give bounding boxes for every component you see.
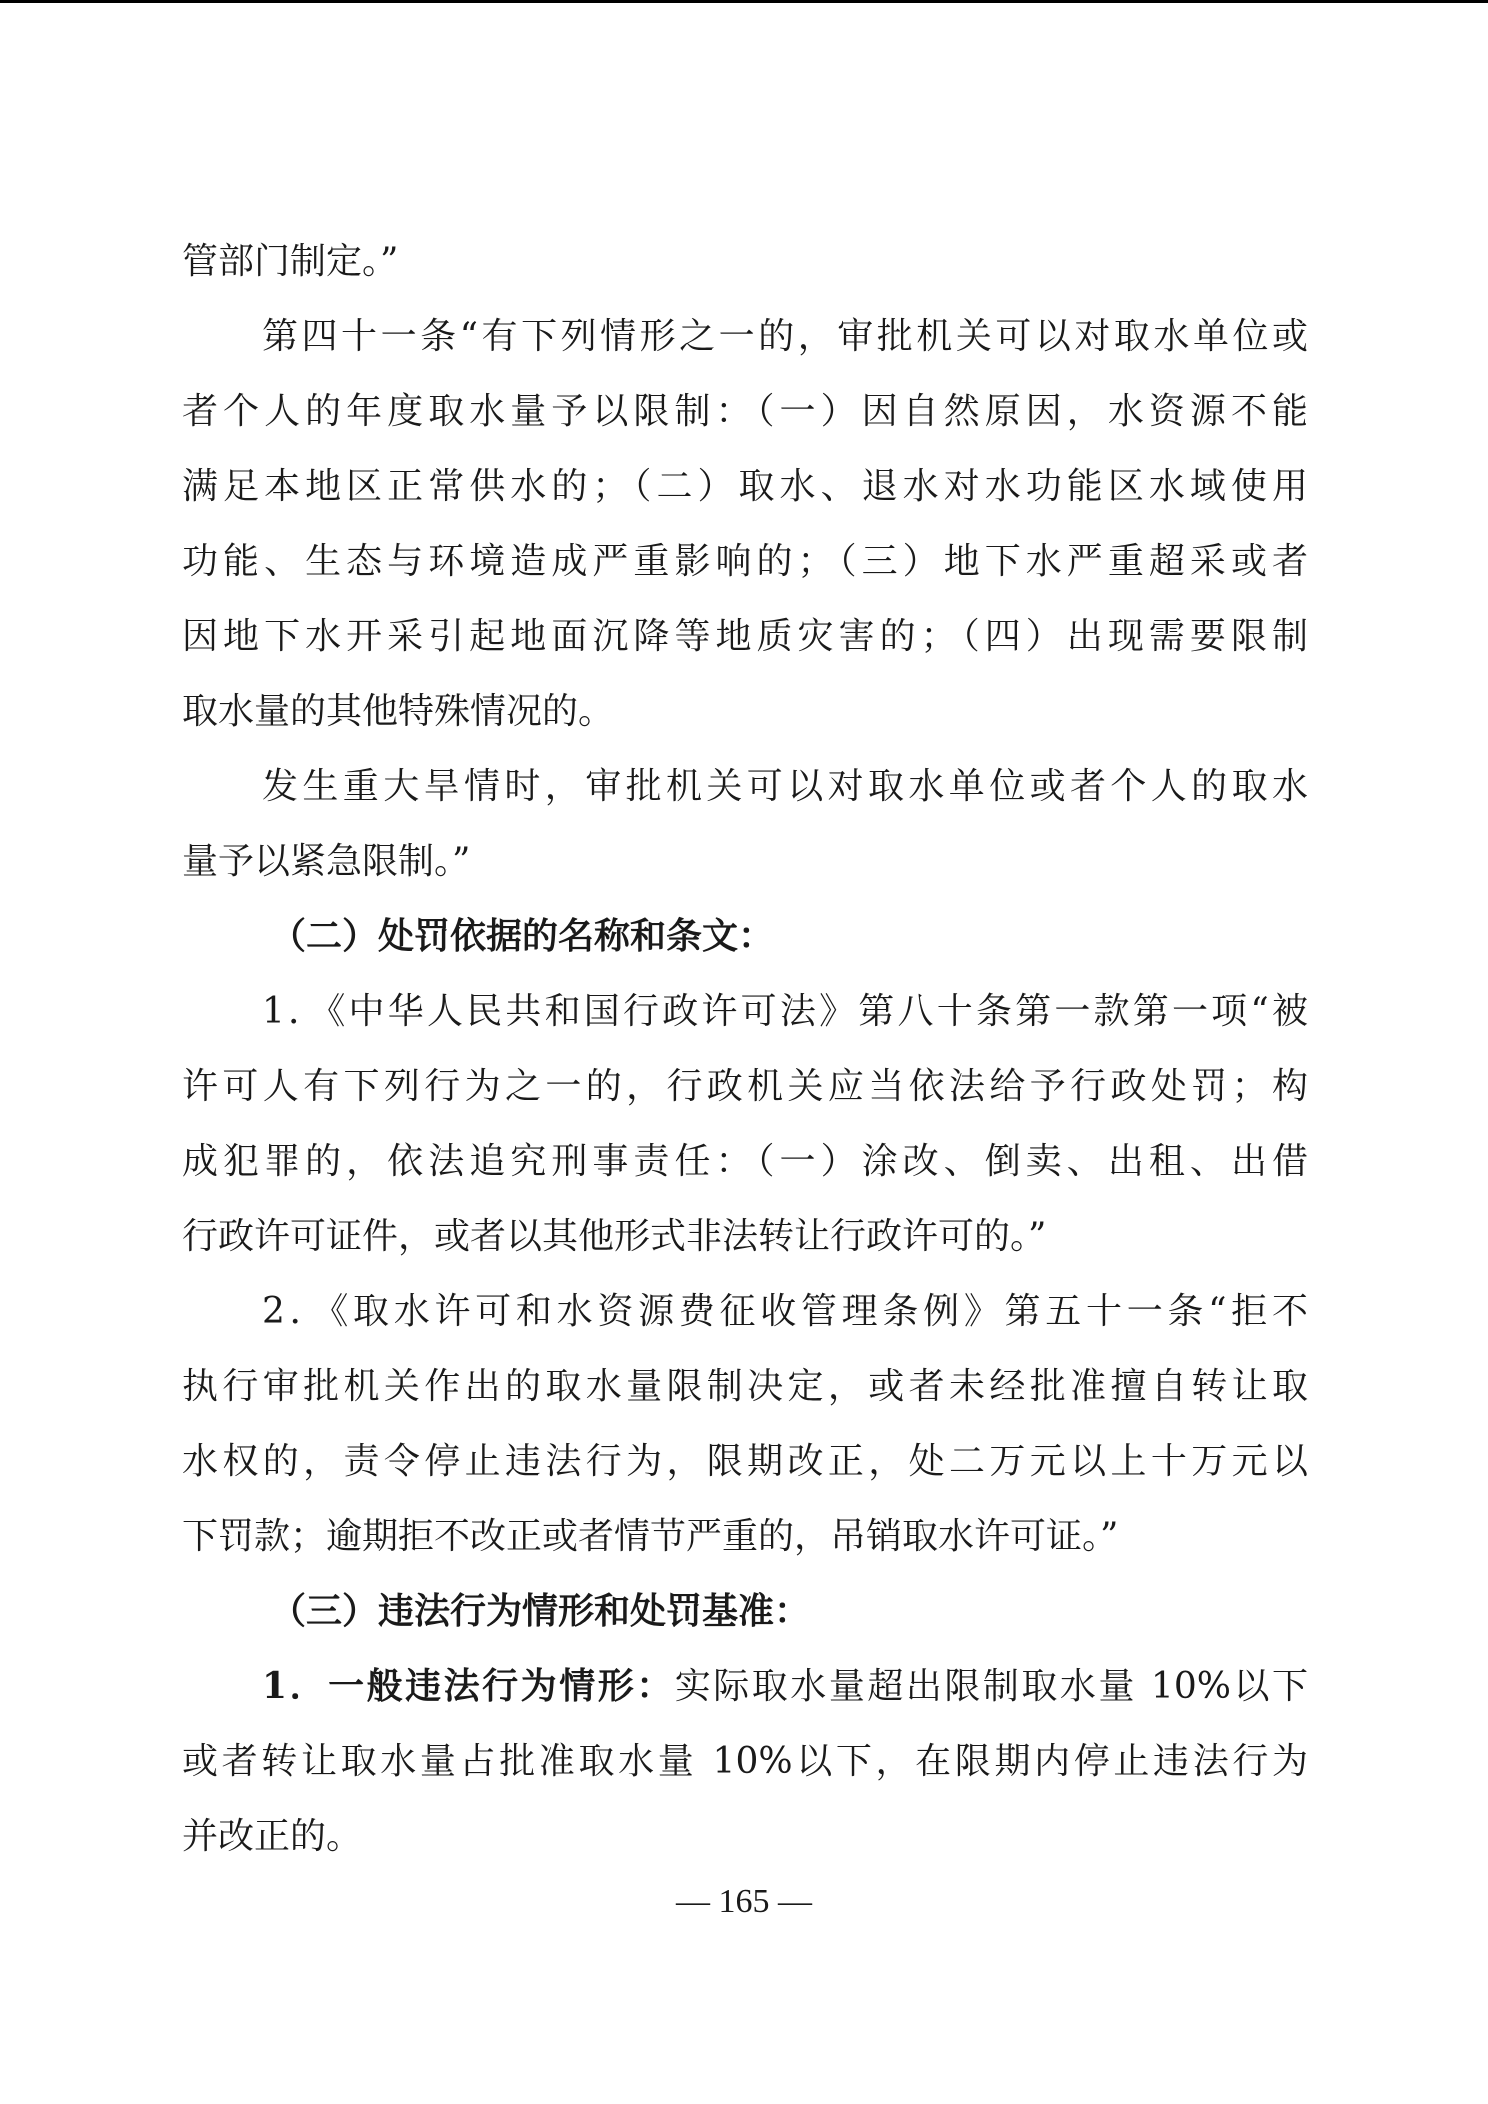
paragraph-line: 许可人有下列行为之一的，行政机关应当依法给予行政处罚；构 — [182, 1066, 1308, 1107]
paragraph-line: 量予以紧急限制。” — [182, 841, 471, 882]
paragraph-line: 取水量的其他特殊情况的。 — [182, 691, 615, 732]
paragraph-line: 第四十一条“有下列情形之一的，审批机关可以对取水单位或 — [262, 316, 1308, 357]
section-heading: （二）处罚依据的名称和条文： — [270, 915, 775, 957]
paragraph-line: 1．《中华人民共和国行政许可法》第八十条第一款第一项“被 — [262, 991, 1308, 1032]
document-body — [182, 224, 1308, 1874]
paragraph-line: 发生重大旱情时，审批机关可以对取水单位或者个人的取水 — [262, 766, 1308, 807]
paragraph-line: 并改正的。 — [182, 1816, 363, 1857]
top-border-line — [0, 0, 1488, 3]
section-heading: （三）违法行为情形和处罚基准： — [270, 1590, 811, 1632]
paragraph-line: 功能、生态与环境造成严重影响的；（三）地下水严重超采或者 — [182, 541, 1308, 582]
paragraph-line: 水权的，责令停止违法行为，限期改正，处二万元以上十万元以 — [182, 1441, 1308, 1482]
line-continuation: 实际取水量超出限制取水量 10%以下 — [674, 1666, 1308, 1707]
paragraph-line: 者个人的年度取水量予以限制：（一）因自然原因，水资源不能 — [182, 391, 1308, 432]
paragraph-line: 执行审批机关作出的取水量限制决定，或者未经批准擅自转让取 — [182, 1366, 1308, 1407]
paragraph-line: 因地下水开采引起地面沉降等地质灾害的；（四）出现需要限制 — [182, 616, 1308, 657]
paragraph-line: 或者转让取水量占批准取水量 10%以下，在限期内停止违法行为 — [182, 1741, 1308, 1782]
paragraph-line: 成犯罪的，依法追究刑事责任：（一）涂改、倒卖、出租、出借 — [182, 1141, 1308, 1182]
paragraph-line: 行政许可证件，或者以其他形式非法转让行政许可的。” — [182, 1216, 1047, 1257]
paragraph-line — [182, 1649, 1308, 1724]
bold-lead-in: 1．一般违法行为情形： — [262, 1665, 675, 1707]
paragraph-line: 满足本地区正常供水的；（二）取水、退水对水功能区水域使用 — [182, 466, 1308, 507]
page-number: — 165 — — [676, 1883, 812, 1920]
paragraph-line: 管部门制定。” — [182, 241, 399, 282]
paragraph-line: 下罚款；逾期拒不改正或者情节严重的，吊销取水许可证。” — [182, 1516, 1119, 1557]
paragraph-line: 2．《取水许可和水资源费征收管理条例》第五十一条“拒不 — [262, 1291, 1308, 1332]
